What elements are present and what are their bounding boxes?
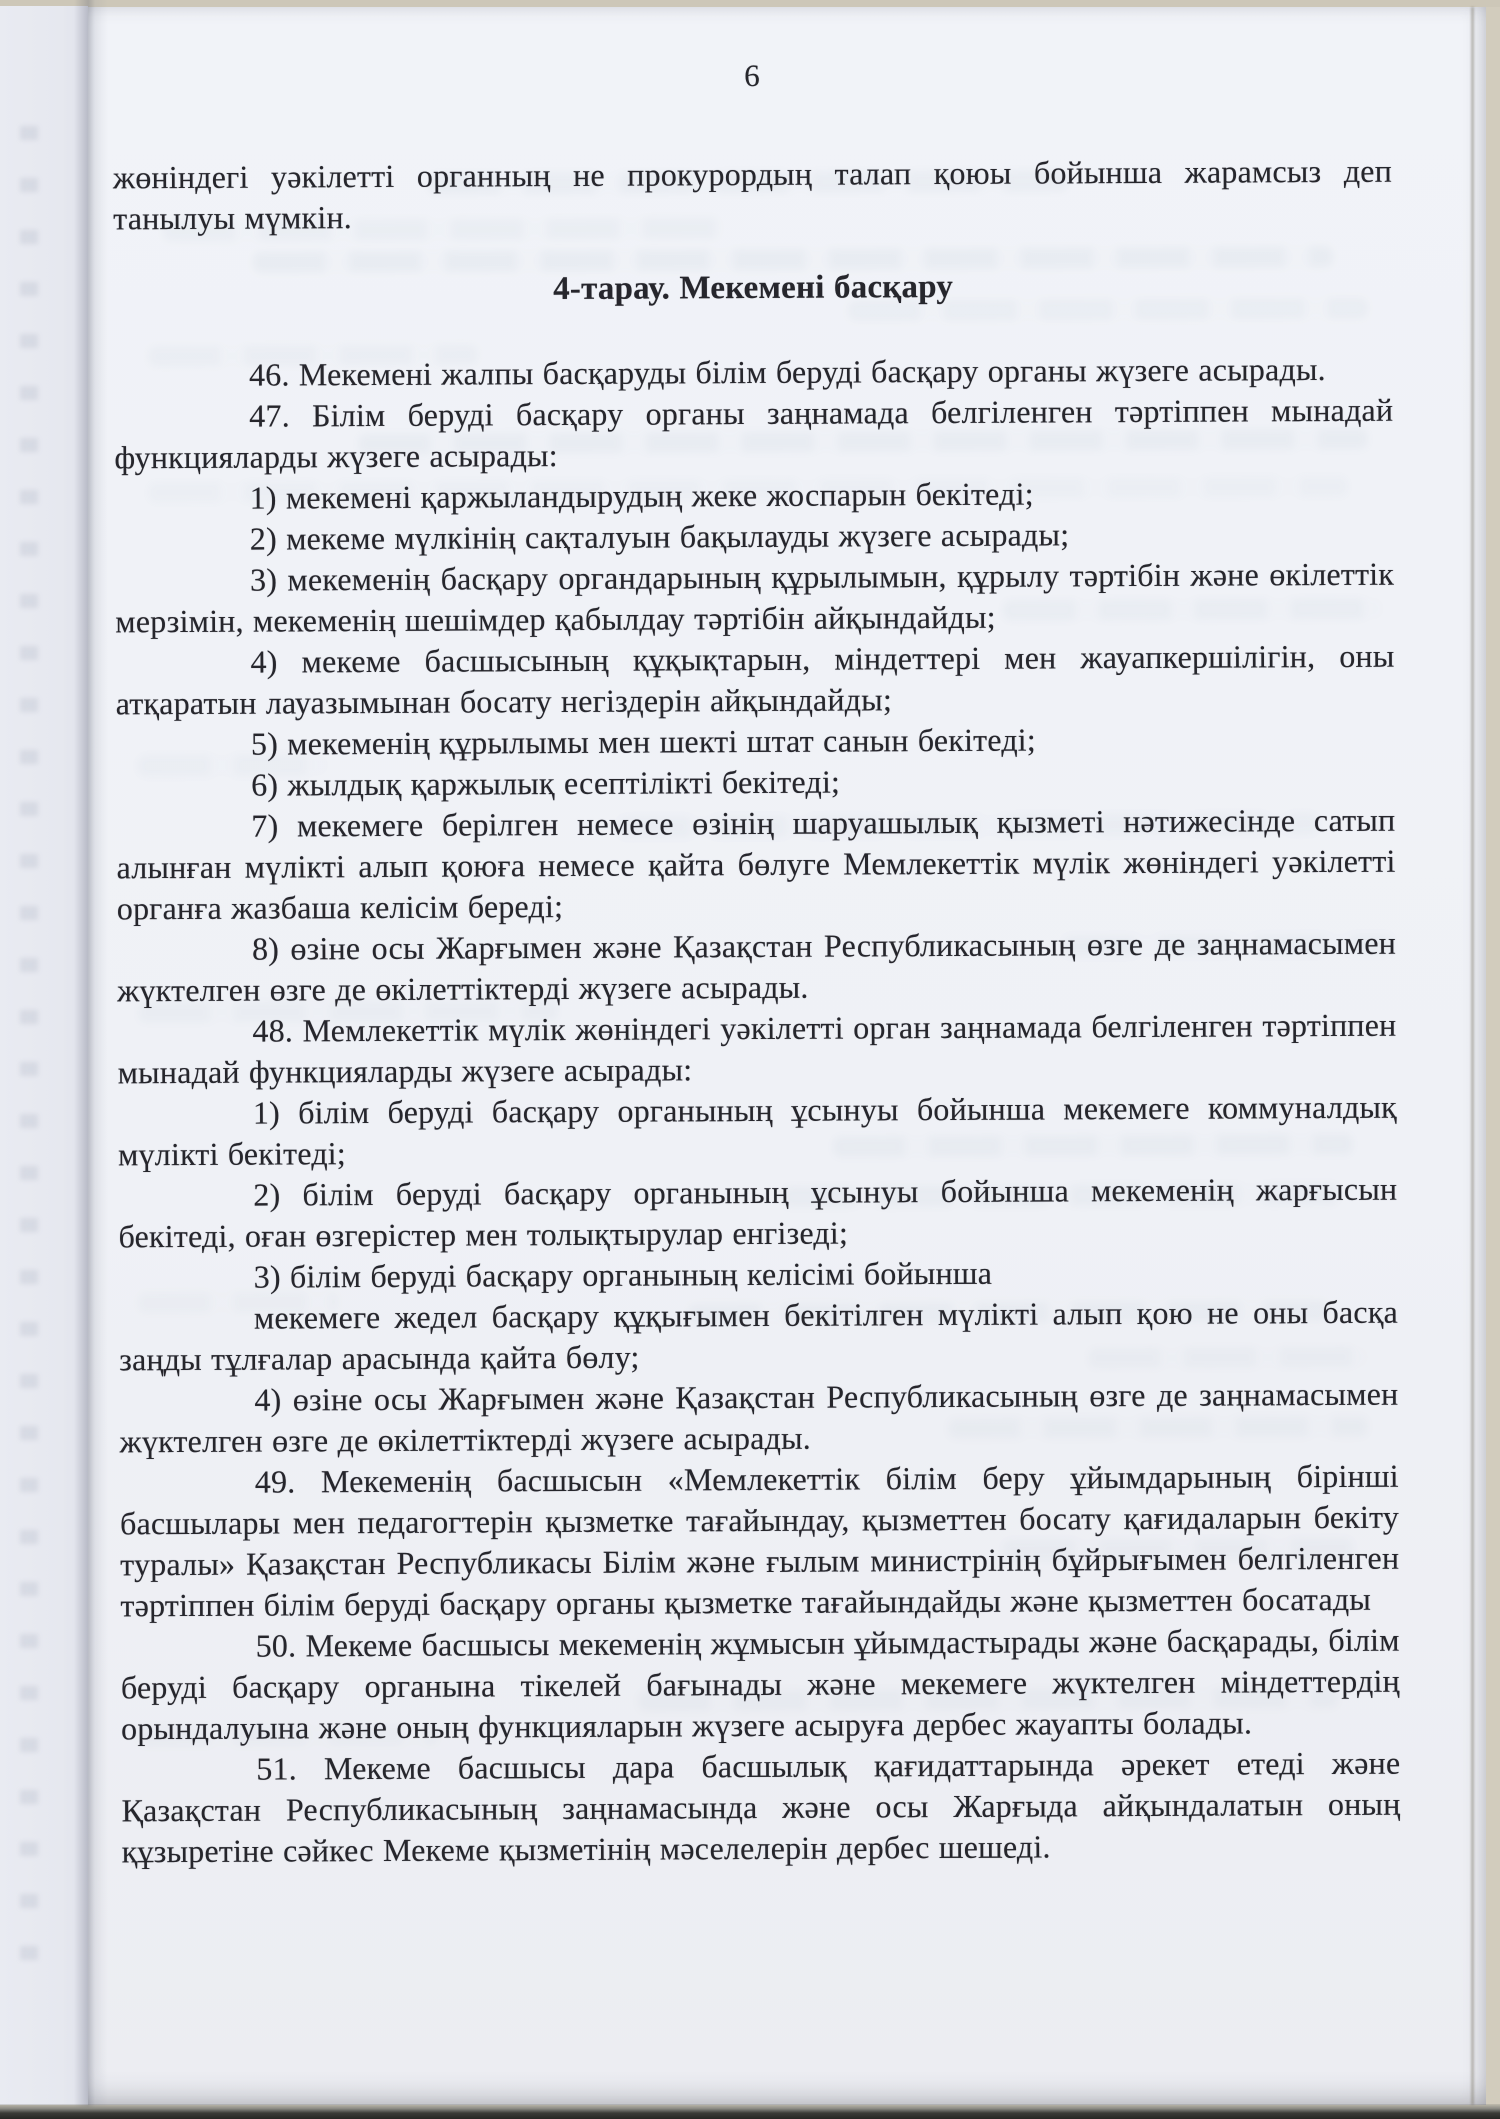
clause-47-item-1: 1) мекемені қаржыландырудың жеке жоспарын бекітеді; [249, 475, 1034, 516]
clause-48-item-3: 3) білім беруді басқару органының келісімі бойынша [253, 1254, 993, 1295]
document-text [112, 4, 1401, 1873]
clause-47-item-5: 5) мекеменің құрылымы мен шекті штат санын бекітеді; [250, 721, 1037, 762]
clause-48-item-1: 1) білім беруді басқару органының ұсынуы бойынша мекемеге коммуналдық мүлікті бекітеді; [118, 1088, 1397, 1173]
clause-47-item-3: 3) мекеменің басқару органдарының құрылымын, құрылу тәртібін және өкілеттік мерзімін, мекеменің шешімдер қабылдау тәртібін айқындайды; [115, 555, 1395, 640]
bleed-through-artifact [20, 126, 38, 1985]
paper-sheet [88, 7, 1486, 2105]
document-body [113, 151, 1401, 1873]
clause-49: 49. Мекеменің басшысын «Мемлекеттік білім беру ұйымдарының бірінші басшылары мен педагогтерін қызметке тағайындау, қызметтен босату қағидаларын бекіту туралы» Қазақстан Республикасы Білім және ғылым министрінің бұйрығымен белгіленген тәртіппен білім беруді басқару органы қызметке тағайындайды және қызметтен босатады [119, 1457, 1400, 1624]
clause-48-item-3-continuation: мекемеге жедел басқару құқығымен бекітілген мүлікті алып қою не оны басқа заңды тұлғалар арасында қайта бөлу; [119, 1293, 1399, 1378]
clause-51: 51. Мекеме басшысы дара басшылық қағидаттарында әрекет етеді және Қазақстан Республикасының заңнамасында және осы Жарғыда айқындалатын оның құзыретіне сәйкес Мекеме қызметінің мәселелерін дербес шешеді. [121, 1744, 1401, 1870]
clause-47-item-4: 4) мекеме басшысының құқықтарын, міндеттері мен жауапкершілігін, оны атқаратын лауазымынан босату негіздерін айқындайды; [115, 637, 1395, 722]
clause-47: 47. Білім беруді басқару органы заңнамада белгіленген тәртіппен мынадай функцияларды жүзеге асырады: [114, 391, 1394, 476]
clause-48-item-4: 4) өзіне осы Жарғымен және Қазақстан Республикасының өзге де заңнамасымен жүктелген өзге де өкілеттіктерді жүзеге асырады. [119, 1375, 1399, 1460]
binding-crease-shadow [74, 0, 108, 2119]
clause-48: 48. Мемлекеттік мүлік жөніндегі уәкілетті орган заңнамада белгіленген тәртіппен мынадай функцияларды жүзеге асырады: [117, 1006, 1397, 1091]
clause-48-item-2: 2) білім беруді басқару органының ұсынуы бойынша мекеменің жарғысын бекітеді, оған өзгерістер мен толықтырулар енгізеді; [118, 1170, 1398, 1255]
scan-bottom-band [0, 2104, 1500, 2119]
clause-47-item-8: 8) өзіне осы Жарғымен және Қазақстан Республикасының өзге де заңнамасымен жүктелген өзге де өкілеттіктерді жүзеге асырады. [117, 924, 1397, 1009]
page-right-edge-shadow [1471, 7, 1474, 2105]
clause-50: 50. Мекеме басшысы мекеменің жұмысын ұйымдастырады және басқарады, білім беруді басқару органына тікелей бағынады және мекемеге жүктелген міндеттердің орындалуына және оның функцияларын жүзеге асыруға дербес жауапты болады. [120, 1621, 1400, 1747]
chapter-heading: 4-тарау. Мекемені басқару [553, 268, 954, 308]
clause-45-continuation: жөніндегі уәкілетті органның не прокурордың талап қоюы бойынша жарамсыз деп танылуы мүмкін. [112, 152, 1393, 237]
clause-47-item-6: 6) жылдық қаржылық есептілікті бекітеді; [251, 763, 841, 803]
clause-47-item-7: 7) мекемеге берілген немесе өзінің шаруашылық қызметі нәтижесінде сатып алынған мүлікті алып қоюға немесе қайта бөлуге Мемлекеттік мүлік жөніндегі уәкілетті органға жазбаша келісім береді; [116, 801, 1396, 927]
clause-47-item-2: 2) мекеме мүлкінің сақталуын бақылауды жүзеге асырады; [249, 516, 1070, 557]
clause-46: 46. Мекемені жалпы басқаруды білім беруді басқару органы жүзеге асырады. [248, 351, 1326, 393]
page-number: 6 [744, 57, 760, 94]
